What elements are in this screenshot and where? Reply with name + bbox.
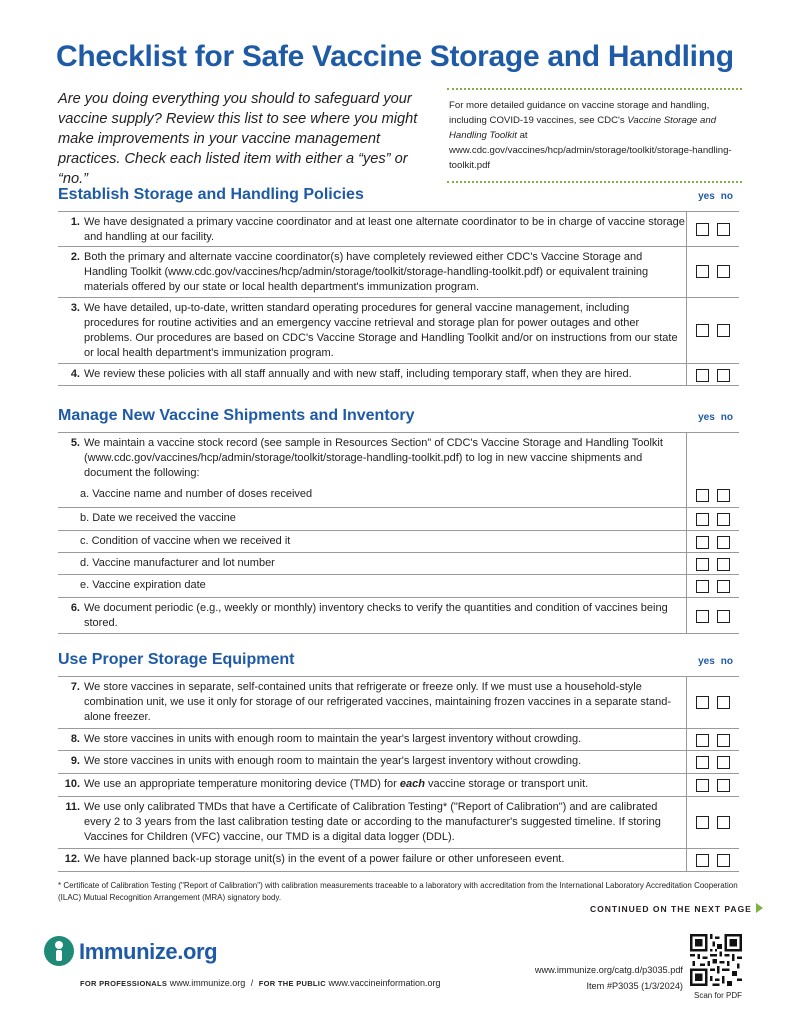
item-text [58, 754, 686, 769]
section-title: Manage New Vaccine Shipments and Inventory [58, 407, 415, 424]
answer-boxes [696, 696, 736, 709]
yes-no-header [692, 412, 733, 423]
no-checkbox[interactable] [717, 324, 730, 337]
item-info [535, 962, 683, 994]
column-divider [686, 774, 687, 796]
section-header-equipment [58, 651, 739, 677]
item-number: 5. [70, 437, 80, 449]
column-divider [686, 849, 687, 871]
checklist-subitem-5d [58, 553, 739, 575]
answer-boxes [696, 816, 736, 829]
item-pdf-link[interactable]: www.immunize.org/catg.d/p3035.pdf [534, 965, 683, 975]
continued-text: CONTINUED ON THE NEXT PAGE [590, 904, 752, 914]
yes-checkbox[interactable] [696, 536, 709, 549]
item-body: We review these policies with all staff annually and with new staff, including temporary staff, when they are hired. [84, 368, 632, 380]
column-divider [686, 298, 687, 363]
public-link[interactable]: www.vaccineinformation.org [328, 978, 441, 988]
no-checkbox[interactable] [717, 756, 730, 769]
person-icon [44, 936, 74, 966]
no-checkbox[interactable] [717, 779, 730, 792]
item-number: 6. [70, 602, 80, 614]
guidance-box [447, 88, 742, 183]
item-text [58, 800, 686, 845]
answer-boxes [696, 734, 736, 747]
item-text [58, 367, 686, 382]
answer-boxes [696, 369, 736, 382]
checklist-item-1 [58, 212, 739, 247]
item-text [58, 301, 686, 361]
yes-no-header [692, 656, 733, 667]
checklist-subitem-5e [58, 575, 739, 598]
yes-checkbox[interactable] [696, 854, 709, 867]
yes-checkbox[interactable] [696, 580, 709, 593]
item-number: 9. [70, 755, 80, 767]
no-checkbox[interactable] [717, 696, 730, 709]
no-checkbox[interactable] [717, 558, 730, 571]
guidance-url: at www.cdc.gov/vaccines/hcp/admin/storage/toolkit/storage-handling-toolkit.pdf [449, 130, 732, 171]
item-text [58, 732, 686, 747]
no-checkbox[interactable] [717, 854, 730, 867]
answer-boxes [696, 513, 736, 526]
yes-checkbox[interactable] [696, 779, 709, 792]
no-checkbox[interactable] [717, 223, 730, 236]
item-number: 10. [64, 778, 80, 790]
professionals-label: FOR PROFESSIONALS [80, 979, 168, 988]
item-number: 3. [70, 302, 80, 314]
item-body: We document periodic (e.g., weekly or monthly) inventory checks to verify the quantities and condition of vaccines being stored. [84, 602, 668, 629]
item-text [58, 601, 686, 631]
checklist-item-7 [58, 677, 739, 729]
no-checkbox[interactable] [717, 265, 730, 278]
no-checkbox[interactable] [717, 734, 730, 747]
professionals-link[interactable]: www.immunize.org [169, 978, 246, 988]
no-label: no [720, 191, 733, 202]
intro-text: Are you doing everything you should to safeguard your vaccine supply? Review this list to see where you might make improvements in your vaccine management practices. Check each listed item with either a “yes” or “no.” [58, 91, 418, 187]
answer-boxes [696, 265, 736, 278]
column-divider [686, 508, 687, 530]
column-divider [686, 729, 687, 750]
public-label: FOR THE PUBLIC [258, 979, 326, 988]
column-divider [686, 598, 687, 633]
column-divider [686, 677, 687, 728]
no-label: no [720, 656, 733, 667]
item-number-date: Item #P3035 (1/3/2024) [586, 981, 683, 991]
yes-label: yes [698, 191, 715, 202]
column-divider [686, 751, 687, 773]
yes-checkbox[interactable] [696, 816, 709, 829]
yes-checkbox[interactable] [696, 696, 709, 709]
column-divider [686, 484, 687, 507]
item-number: 4. [70, 368, 80, 380]
answer-boxes [696, 580, 736, 593]
item-body: a. Vaccine name and number of doses received [80, 488, 313, 500]
item-body: We have designated a primary vaccine coordinator and at least one alternate coordinator to be in charge of vaccine storage and handling at our facility. [84, 216, 685, 243]
page-title: Checklist for Safe Vaccine Storage and Handling [56, 40, 734, 73]
item-text [58, 852, 686, 867]
item-body: d. Vaccine manufacturer and lot number [80, 557, 275, 569]
yes-checkbox[interactable] [696, 610, 709, 623]
answer-boxes [696, 756, 736, 769]
column-divider [686, 575, 687, 597]
column-divider [686, 364, 687, 385]
item-body: c. Condition of vaccine when we received it [80, 535, 291, 547]
checklist-item-3 [58, 298, 739, 364]
item-text [58, 250, 686, 295]
yes-checkbox[interactable] [696, 265, 709, 278]
item-number: 8. [70, 733, 80, 745]
yes-checkbox[interactable] [696, 558, 709, 571]
checklist-item-2 [58, 247, 739, 298]
column-divider [686, 433, 687, 484]
item-body: e. Vaccine expiration date [80, 579, 206, 591]
section-title: Establish Storage and Handling Policies [58, 186, 364, 203]
item-body: b. Date we received the vaccine [80, 512, 236, 524]
item-text [58, 215, 686, 245]
answer-boxes [696, 854, 736, 867]
column-divider [686, 797, 687, 848]
item-body: Both the primary and alternate vaccine coordinator(s) have completely reviewed either CDC's Vaccine Storage and Handling Toolkit (www.cdc.gov/vaccines/hcp/admin/storage/toolkit/storage-handling-toolkit.pdf) or equivalent training materials offered by our state or local health department's immunization program. [84, 251, 649, 293]
no-checkbox[interactable] [717, 610, 730, 623]
answer-boxes [696, 489, 736, 502]
answer-boxes [696, 558, 736, 571]
item-body: We have detailed, up-to-date, written standard operating procedures for general vaccine management, including procedures for routine activities and an emergency vaccine retrieval and storage plan for power outages and other problems. Our procedures are based on CDC's Vaccine Storage and Handling Toolkit and/or on instructions from our state or local health department's immunization program. [84, 302, 678, 359]
answer-boxes [696, 223, 736, 236]
item-text [58, 680, 686, 725]
section-title: Use Proper Storage Equipment [58, 651, 295, 668]
no-checkbox[interactable] [717, 369, 730, 382]
no-label: no [720, 412, 733, 423]
column-divider [686, 212, 687, 246]
item-body-end: vaccine storage or transport unit. [424, 778, 589, 790]
arrow-right-icon [756, 903, 763, 913]
checklist-item-9 [58, 751, 739, 774]
no-checkbox[interactable] [717, 536, 730, 549]
checklist-subitem-5a [58, 484, 739, 508]
item-text [58, 436, 686, 481]
section-header-shipments [58, 407, 739, 433]
checklist-item-10 [58, 774, 739, 797]
answer-boxes [696, 610, 736, 623]
footer-links [80, 978, 444, 988]
qr-label: Scan for PDF [694, 991, 743, 1000]
item-number: 12. [64, 853, 80, 865]
item-body: We have planned back-up storage unit(s) in the event of a power failure or other unforeseen event. [84, 853, 565, 865]
no-checkbox[interactable] [717, 489, 730, 502]
footer-separator: / [250, 978, 254, 988]
checklist-subitem-5c [58, 531, 739, 553]
yes-no-header [692, 191, 733, 202]
immunize-logo[interactable] [44, 936, 224, 970]
item-body: We store vaccines in units with enough room to maintain the year's largest inventory without crowding. [84, 733, 582, 745]
yes-label: yes [698, 656, 715, 667]
item-number: 2. [70, 251, 80, 263]
yes-label: yes [698, 412, 715, 423]
guidance-text: For more detailed guidance on vaccine storage and handling, including COVID-19 vaccines, see CDC's [449, 100, 710, 126]
column-divider [686, 553, 687, 574]
item-number: 11. [65, 801, 80, 813]
item-number: 7. [70, 681, 80, 693]
no-checkbox[interactable] [717, 816, 730, 829]
checklist-item-5 [58, 433, 739, 484]
item-body: We store vaccines in separate, self-contained units that refrigerate or freeze only. If we must use a household-style combination unit, we use it only for storage of our refrigerated vaccines, maintaining frozen vaccines in a separate stand-alone freezer. [84, 681, 671, 723]
qr-code-icon[interactable] [690, 934, 742, 986]
answer-boxes [696, 779, 736, 792]
checklist-item-4 [58, 364, 739, 386]
yes-checkbox[interactable] [696, 369, 709, 382]
yes-checkbox[interactable] [696, 489, 709, 502]
item-body: We maintain a vaccine stock record (see sample in Resources Section" of CDC's Vaccine Storage and Handling Toolkit (www.cdc.gov/vaccines/hcp/admin/storage/toolkit/storage-handling-toolkit.pdf) to log in new vaccine shipments and document the following: [84, 437, 663, 479]
yes-checkbox[interactable] [696, 324, 709, 337]
item-body-start: We use an appropriate temperature monitoring device (TMD) for [84, 778, 400, 790]
item-text [58, 777, 686, 792]
checklist-item-6 [58, 598, 739, 634]
item-emphasis: each [399, 778, 425, 790]
checklist-item-12 [58, 849, 739, 872]
answer-boxes [696, 324, 736, 337]
checklist-item-11 [58, 797, 739, 849]
checklist-subitem-5b [58, 508, 739, 531]
section-header-policies [58, 186, 739, 212]
yes-checkbox[interactable] [696, 756, 709, 769]
continued-notice [590, 903, 763, 914]
column-divider [686, 531, 687, 552]
yes-checkbox[interactable] [696, 513, 709, 526]
item-body: We use only calibrated TMDs that have a Certificate of Calibration Testing* ("Report of Calibration") and are calibrated every 2 to 3 years from the last calibration testing date or according to the manufacturer's suggested timeline. If storing Vaccines for Children (VFC) vaccine, our TMD is a digital data logger (DDL). [84, 801, 661, 843]
column-divider [686, 247, 687, 297]
no-checkbox[interactable] [717, 580, 730, 593]
calibration-footnote: * Certificate of Calibration Testing ("Report of Calibration") with calibration measurements traceable to a laboratory with accreditation from the International Laboratory Accreditation Cooperation (ILAC) Mutual Recognition Arrangement (MRA) signatory body. [58, 881, 738, 902]
item-number: 1. [70, 216, 80, 228]
answer-boxes [696, 536, 736, 549]
toolkit-title: Vaccine Storage and Handling Toolkit [449, 115, 717, 141]
logo-text: Immunize.org [79, 939, 218, 964]
checklist-item-8 [58, 729, 739, 751]
yes-checkbox[interactable] [696, 734, 709, 747]
no-checkbox[interactable] [717, 513, 730, 526]
item-body: We store vaccines in units with enough room to maintain the year's largest inventory without crowding. [84, 755, 582, 767]
yes-checkbox[interactable] [696, 223, 709, 236]
